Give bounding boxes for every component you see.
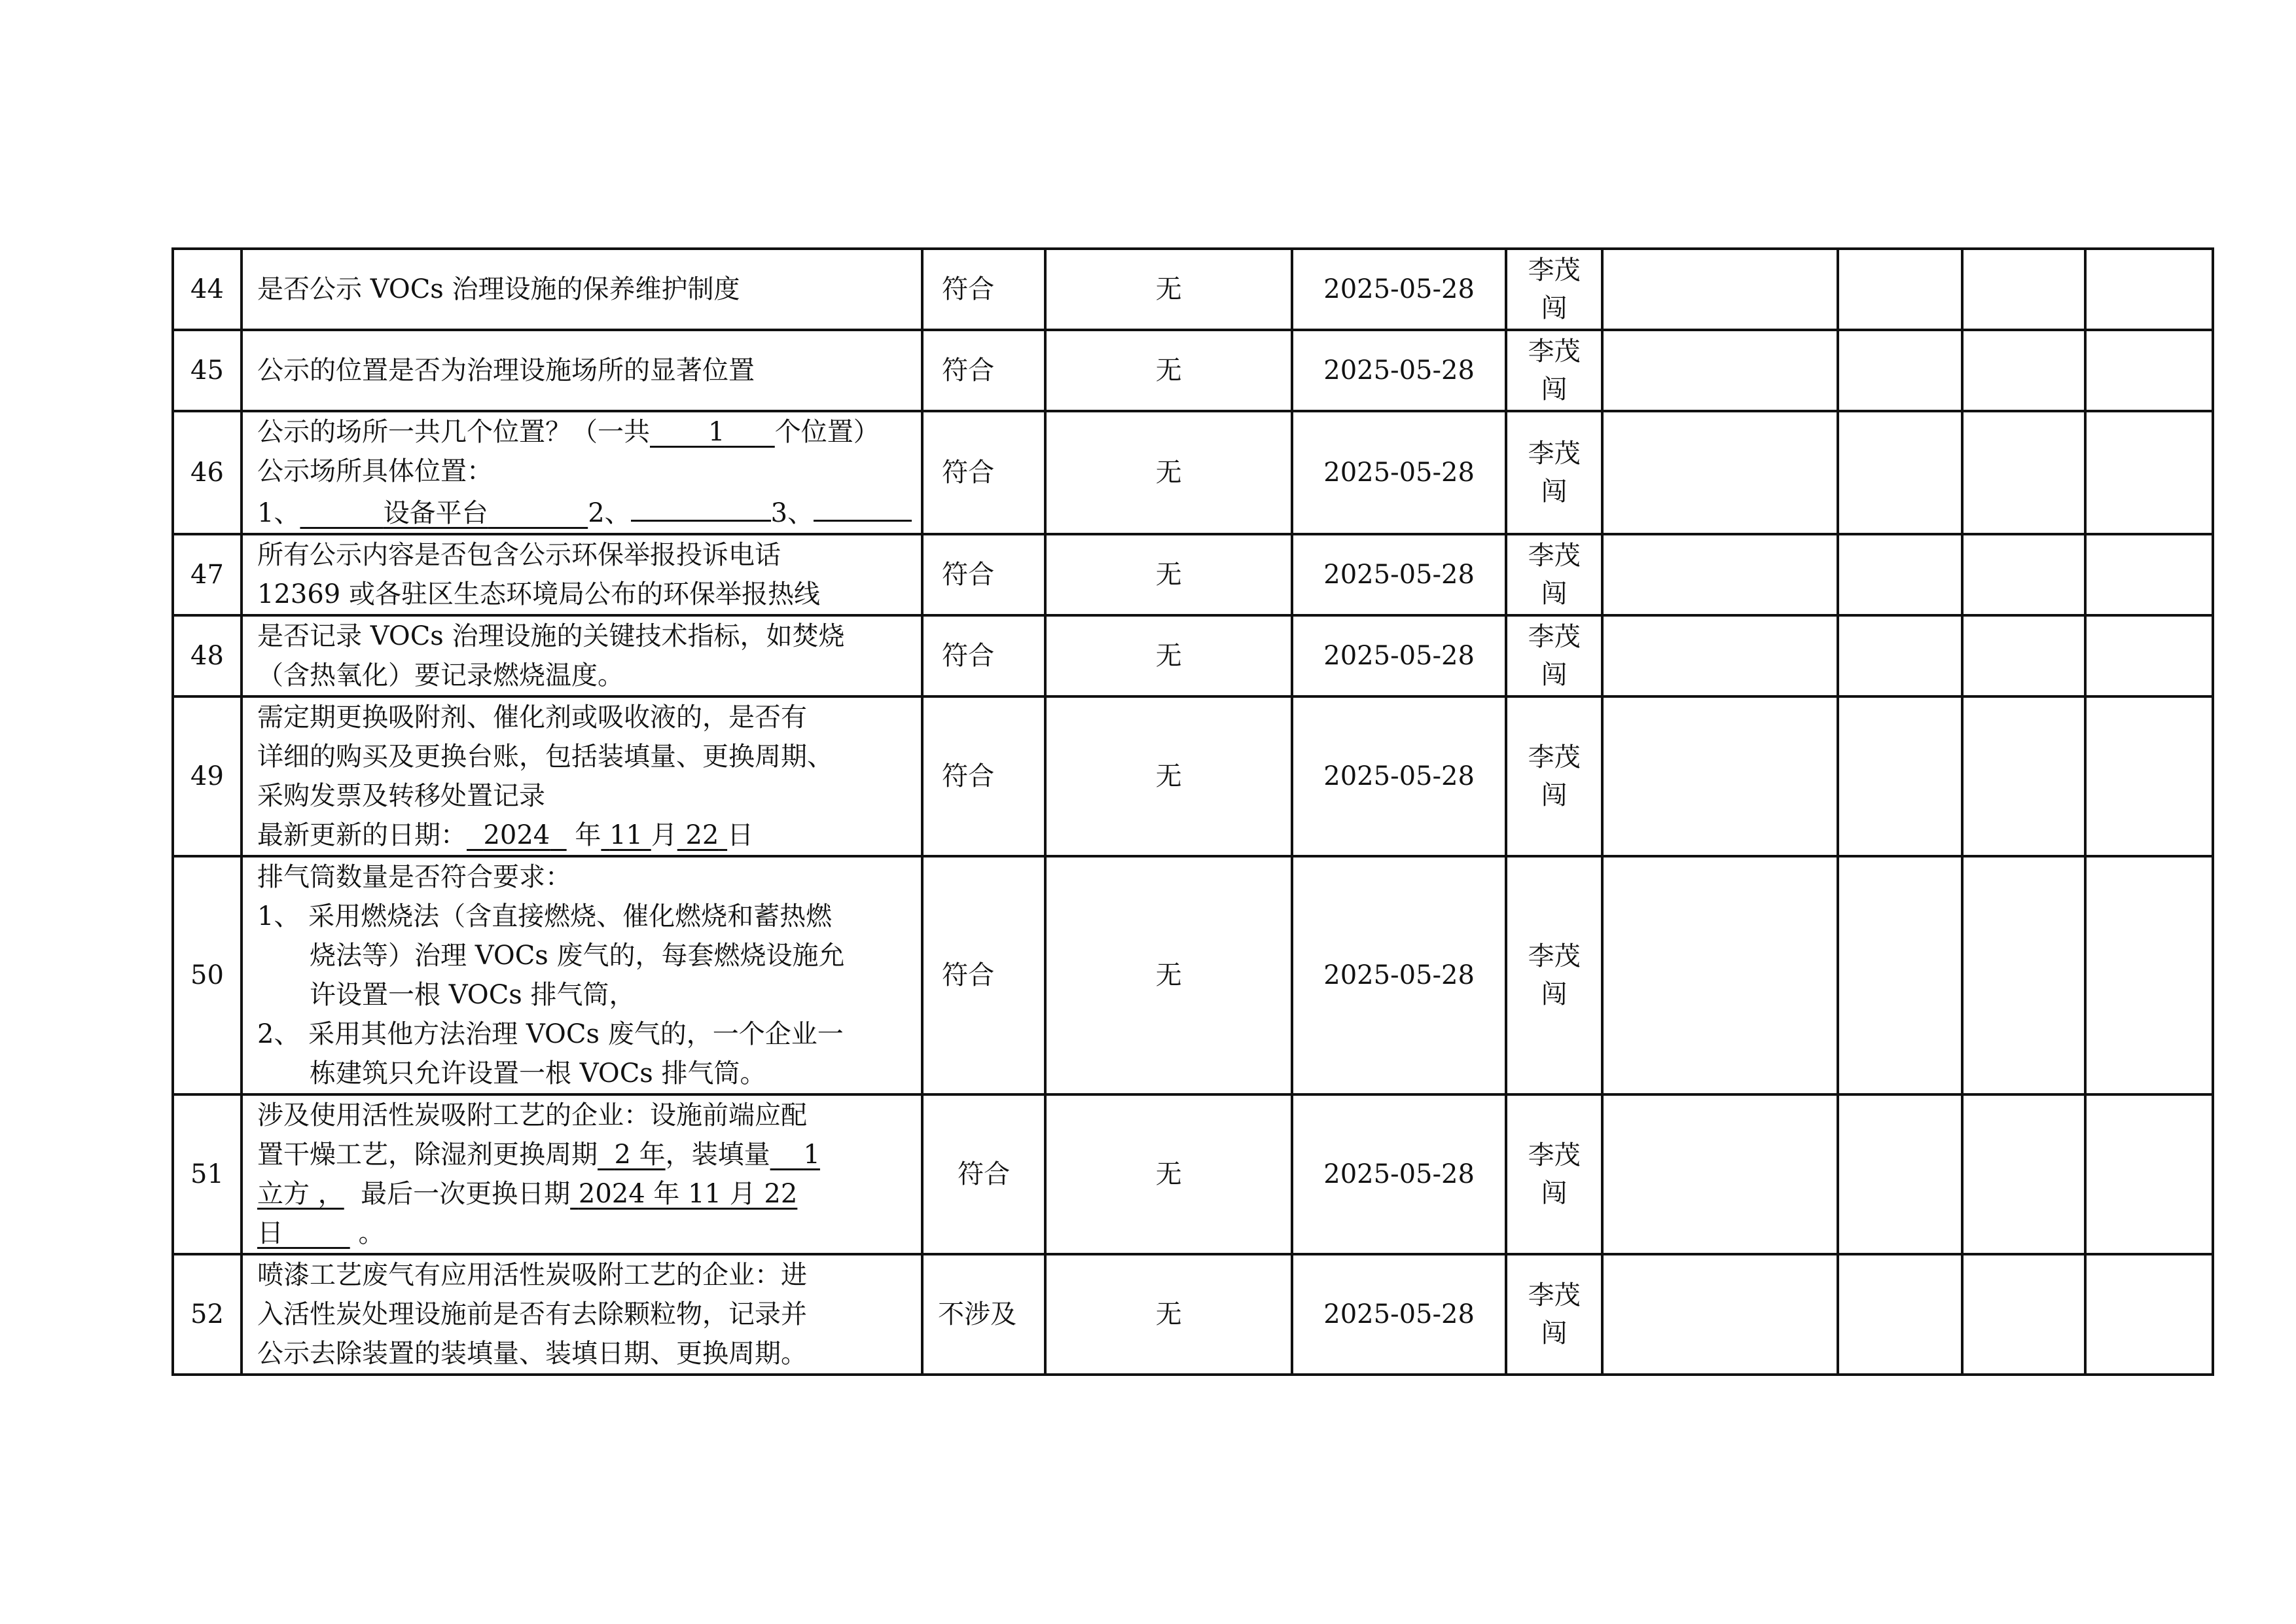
inspector-name-line: 李茂 [1528,742,1581,772]
update-month-text: 11 [609,820,643,850]
check-item [242,249,922,330]
check-date: 2025-05-28 [1292,249,1506,330]
inspector-name-line: 李茂 [1528,1140,1581,1170]
row-number: 45 [173,330,242,411]
check-result: 符合 [922,856,1045,1094]
check-result: 符合 [922,1094,1045,1254]
issue-found: 无 [1045,249,1292,330]
check-item [242,696,922,856]
update-day-value [677,820,727,850]
check-item-line [257,1174,912,1214]
empty-cell [1602,249,1838,330]
check-item [242,330,922,411]
desiccant-cycle-text: 2 年 [614,1140,666,1170]
empty-cell [1602,856,1838,1094]
check-item [242,1094,922,1254]
inspector-name [1506,856,1602,1094]
empty-cell [1962,330,2085,411]
fill-amount-value [770,1140,820,1170]
check-item-line: 公示的位置是否为治理设施场所的显著位置 [257,355,755,386]
check-date: 2025-05-28 [1292,411,1506,534]
inspector-name [1506,411,1602,534]
inspector-name-line: 闯 [1541,979,1568,1009]
empty-cell [2085,1094,2213,1254]
check-item-line: 喷漆工艺废气有应用活性炭吸附工艺的企业：进 [257,1260,807,1290]
check-result: 符合 [922,411,1045,534]
check-item-line: 入活性炭处理设施前是否有去除颗粒物，记录并 [257,1299,807,1329]
table-row [173,1254,2213,1375]
inspector-name-line: 闯 [1541,293,1568,323]
table-row [173,330,2213,411]
table-row [173,534,2213,615]
item-text: 年 [575,820,601,850]
empty-cell [2085,411,2213,534]
check-item-line [257,491,912,533]
issue-found: 无 [1045,615,1292,696]
update-year-value [467,820,567,850]
issue-found: 无 [1045,411,1292,534]
empty-cell [2085,249,2213,330]
check-item-line: 公示场所具体位置： [257,456,493,486]
check-item-line: 所有公示内容是否包含公示环保举报投诉电话 [257,540,781,570]
issue-found: 无 [1045,534,1292,615]
inspector-name [1506,534,1602,615]
location-2-blank [631,491,771,522]
check-date: 2025-05-28 [1292,534,1506,615]
table-row [173,411,2213,534]
row-number: 47 [173,534,242,615]
empty-cell [1962,1094,2085,1254]
check-item-line: 栋建筑只允许设置一根 VOCs 排气筒。 [310,1058,766,1089]
check-item-line: 需定期更换吸附剂、催化剂或吸收液的，是否有 [257,702,807,732]
last-replacement-date-text: 2024 年 11 月 22 [578,1179,798,1209]
inspector-name-line: 李茂 [1528,941,1581,971]
empty-cell [1602,411,1838,534]
check-item [242,534,922,615]
empty-cell [1838,1254,1962,1375]
inspector-name [1506,1254,1602,1375]
item-text: 个位置） [774,417,880,447]
empty-cell [1962,615,2085,696]
check-item-line: 详细的购买及更换台账，包括装填量、更换周期、 [257,742,833,772]
update-year-text: 2024 [483,820,550,850]
last-replacement-date-end [257,1218,350,1248]
empty-cell [1602,1254,1838,1375]
check-item-line: 是否公示 VOCs 治理设施的保养维护制度 [257,274,740,304]
check-item-line: 采购发票及转移处置记录 [257,781,545,811]
row-number: 52 [173,1254,242,1375]
check-item [242,1254,922,1375]
check-date: 2025-05-28 [1292,856,1506,1094]
inspector-name [1506,330,1602,411]
empty-cell [1962,696,2085,856]
row-number: 44 [173,249,242,330]
empty-cell [1602,330,1838,411]
inspector-name-line: 李茂 [1528,622,1581,652]
fill-amount-text: 1 [803,1140,820,1170]
checklist-table [171,247,2214,1376]
empty-cell [1838,411,1962,534]
check-item-line: （含热氧化）要记录燃烧温度。 [257,660,624,691]
item-text: 置干燥工艺，除湿剂更换周期 [257,1140,598,1170]
location-count-text: 1 [708,417,725,447]
location-count-value [650,417,775,447]
row-number: 51 [173,1094,242,1254]
item-text: 2、 [588,498,631,528]
empty-cell [1838,330,1962,411]
empty-cell [1838,615,1962,696]
check-result: 不涉及 [922,1254,1045,1375]
check-item [242,856,922,1094]
desiccant-cycle-value [598,1140,666,1170]
check-result: 符合 [922,615,1045,696]
issue-found: 无 [1045,856,1292,1094]
location-1-value [300,498,588,528]
table-row [173,696,2213,856]
table-row [173,1094,2213,1254]
inspector-name-line: 闯 [1541,579,1568,609]
empty-cell [1602,696,1838,856]
update-month-value [601,820,651,850]
row-number: 46 [173,411,242,534]
item-text: 1、 [257,498,300,528]
check-item-line [257,1214,912,1253]
check-item [242,411,922,534]
check-item-line: 公示去除装置的装填量、装填日期、更换周期。 [257,1339,807,1369]
check-result: 符合 [922,696,1045,856]
check-item-line: 排气筒数量是否符合要求： [257,862,571,892]
check-item-line: 1、 采用燃烧法（含直接燃烧、催化燃烧和蓄热燃 [257,901,833,931]
empty-cell [1962,249,2085,330]
empty-cell [2085,615,2213,696]
inspector-name-line: 闯 [1541,1318,1568,1348]
inspector-name-line: 李茂 [1528,1280,1581,1310]
empty-cell [1838,856,1962,1094]
fill-amount-unit-text: 立方 ， [257,1179,344,1209]
empty-cell [1962,411,2085,534]
item-text: 最后一次更换日期 [361,1179,571,1209]
empty-cell [2085,856,2213,1094]
issue-found: 无 [1045,1254,1292,1375]
inspector-name [1506,249,1602,330]
check-result: 符合 [922,249,1045,330]
item-text: 日 [727,820,754,850]
check-item-line [257,412,912,452]
empty-cell [1962,856,2085,1094]
check-item-line: 许设置一根 VOCs 排气筒， [310,980,636,1010]
empty-cell [1962,534,2085,615]
empty-cell [1602,1094,1838,1254]
inspector-name-line: 闯 [1541,780,1568,810]
inspector-name-line: 闯 [1541,1178,1568,1208]
location-1-text: 设备平台 [383,498,488,528]
empty-cell [2085,696,2213,856]
issue-found: 无 [1045,330,1292,411]
empty-cell [2085,330,2213,411]
check-item-line [257,816,912,855]
item-text: 月 [651,820,677,850]
row-number: 49 [173,696,242,856]
empty-cell [1602,615,1838,696]
check-date: 2025-05-28 [1292,696,1506,856]
check-date: 2025-05-28 [1292,1094,1506,1254]
check-item-line: 是否记录 VOCs 治理设施的关键技术指标，如焚烧 [257,621,845,651]
inspector-name-line: 李茂 [1528,255,1581,285]
inspector-name-line: 李茂 [1528,439,1581,469]
row-number: 48 [173,615,242,696]
empty-cell [2085,534,2213,615]
check-item-line [257,1135,912,1174]
inspector-name [1506,1094,1602,1254]
issue-found: 无 [1045,1094,1292,1254]
check-result: 符合 [922,330,1045,411]
fill-amount-unit-value [257,1179,344,1209]
row-number: 50 [173,856,242,1094]
empty-cell [1962,1254,2085,1375]
item-text: 3、 [770,498,814,528]
item-text: 。 [358,1218,385,1248]
check-date: 2025-05-28 [1292,330,1506,411]
last-replacement-date-value [570,1179,797,1209]
empty-cell [1838,696,1962,856]
inspection-checklist-sheet [171,247,2214,1376]
table-row [173,615,2213,696]
inspector-name-line: 闯 [1541,660,1568,690]
inspector-name-line: 闯 [1541,374,1568,405]
location-3-blank [814,491,912,522]
empty-cell [1602,534,1838,615]
item-text: 最新更新的日期： [257,820,467,850]
check-item-line: 烧法等）治理 VOCs 废气的，每套燃烧设施允 [310,941,845,971]
check-item-line: 涉及使用活性炭吸附工艺的企业：设施前端应配 [257,1100,807,1130]
update-day-text: 22 [685,820,719,850]
check-result: 符合 [922,534,1045,615]
table-row [173,249,2213,330]
item-text: 公示的场所一共几个位置？（一共 [257,417,650,447]
check-item-line: 2、 采用其他方法治理 VOCs 废气的，一个企业一 [257,1019,844,1049]
last-replacement-date-text: 日 [257,1218,283,1248]
inspector-name-line: 李茂 [1528,541,1581,571]
table-row [173,856,2213,1094]
inspector-name [1506,615,1602,696]
empty-cell [1838,249,1962,330]
item-text: ，装填量 [665,1140,770,1170]
inspector-name-line: 李茂 [1528,336,1581,367]
check-item-line: 12369 或各驻区生态环境局公布的环保举报热线 [257,579,820,609]
check-date: 2025-05-28 [1292,615,1506,696]
empty-cell [1838,534,1962,615]
inspector-name [1506,696,1602,856]
empty-cell [1838,1094,1962,1254]
empty-cell [2085,1254,2213,1375]
inspector-name-line: 闯 [1541,477,1568,507]
check-date: 2025-05-28 [1292,1254,1506,1375]
check-item [242,615,922,696]
issue-found: 无 [1045,696,1292,856]
